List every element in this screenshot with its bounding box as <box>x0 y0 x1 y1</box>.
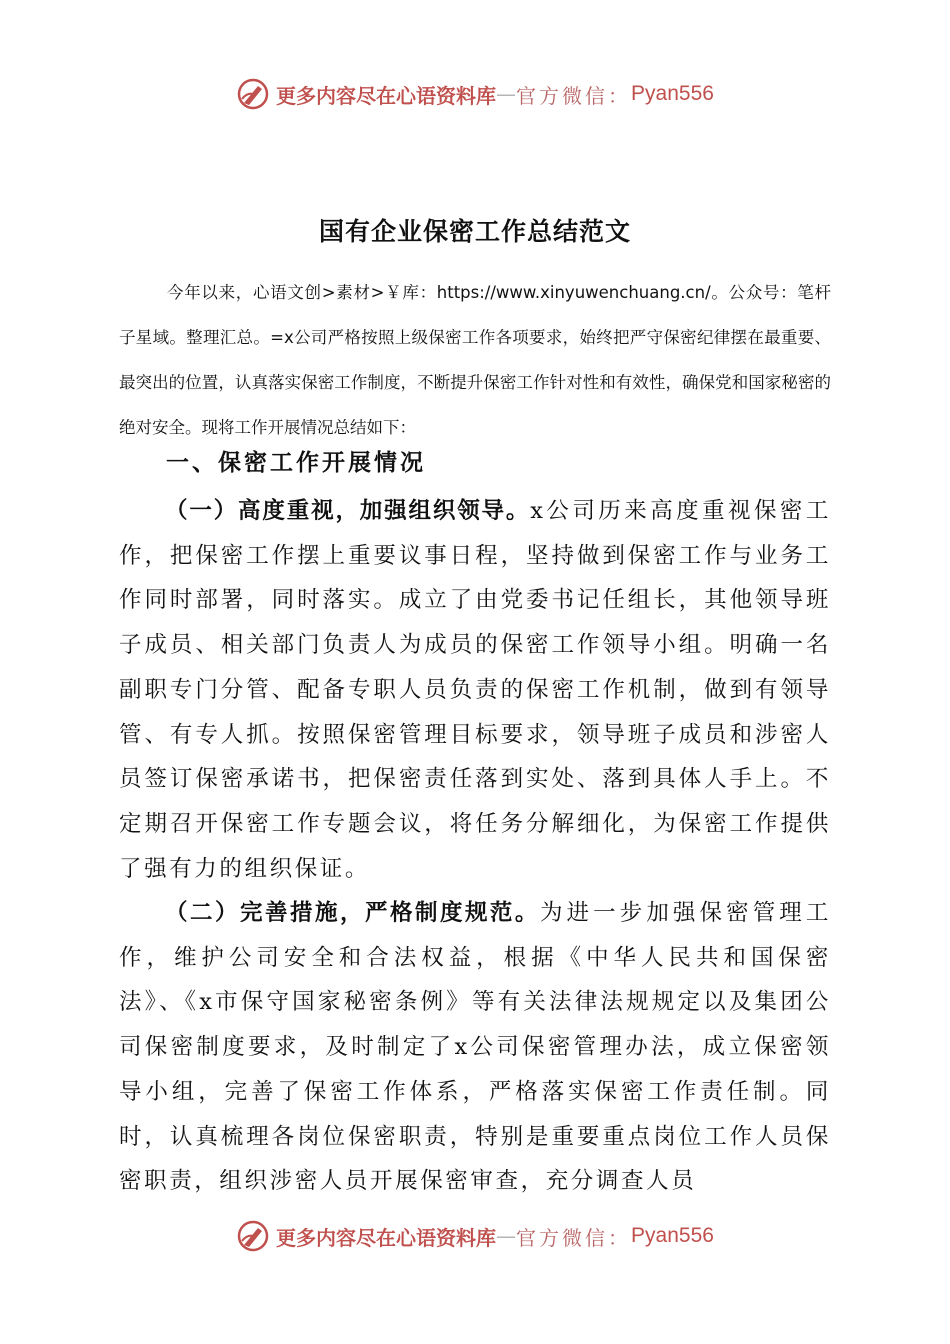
banner-main-text: 更多内容尽在心语资料库 <box>276 83 497 108</box>
paragraph-1 <box>119 489 831 891</box>
banner-main-text: 更多内容尽在心语资料库 <box>276 1225 497 1250</box>
footer-banner <box>0 1214 950 1258</box>
banner-wechat-id: Pyan556 <box>631 1224 714 1247</box>
pen-logo-icon <box>236 1219 270 1253</box>
banner-wechat-id: Pyan556 <box>631 82 714 105</box>
banner-dash: — <box>496 82 517 106</box>
document-title: 国有企业保密工作总结范文 <box>318 217 631 246</box>
paragraph-1-lead: （一）高度重视，加强组织领导。 <box>165 498 531 524</box>
intro-paragraph <box>119 270 831 450</box>
banner-wechat-label: 官方微信： <box>516 83 632 108</box>
paragraph-2-lead: （二）完善措施，严格制度规范。 <box>165 900 540 926</box>
section-heading: 一、保密工作开展情况 <box>166 449 426 476</box>
header-banner <box>0 72 950 116</box>
paragraph-2-body: 为进一步加强保密管理工作，维护公司安全和合法权益，根据《中华人民共和国保密法》、《x市保守国家秘密条例》等有关法律法规规定以及集团公司保密制度要求，及时制定了x公司保密管理办法，成立保密领导小组，完善了保密工作体系，严格落实保密工作责任制。同时，认真梳理各岗位保密职责，特别是重要重点岗位工作人员保密职责，组织涉密人员开展保密审查，充分调查人员 <box>119 900 831 1195</box>
paragraph-1-body: x公司历来高度重视保密工作，把保密工作摆上重要议事日程，坚持做到保密工作与业务工作同时部署，同时落实。成立了由党委书记任组长，其他领导班子成员、相关部门负责人为成员的保密工作领导小组。明确一名副职专门分管、配备专职人员负责的保密工作机制，做到有领导管、有专人抓。按照保密管理目标要求，领导班子成员和涉密人员签订保密承诺书，把保密责任落到实处、落到具体人手上。不定期召开保密工作专题会议，将任务分解细化，为保密工作提供了强有力的组织保证。 <box>119 498 831 882</box>
banner-wechat-label: 官方微信： <box>516 1225 632 1250</box>
intro-text: 今年以来，心语文创>素材>￥库：https://www.xinyuwenchuang.cn/。公众号：笔杆子星域。整理汇总。=x公司严格按照上级保密工作各项要求，始终把严守保密纪律摆在最重要、最突出的位置，认真落实保密工作制度，不断提升保密工作针对性和有效性，确保党和国家秘密的绝对安全。现将工作开展情况总结如下： <box>119 283 831 437</box>
pen-logo-icon <box>236 77 270 111</box>
banner-dash: — <box>496 1224 517 1248</box>
paragraph-2 <box>119 891 831 1204</box>
